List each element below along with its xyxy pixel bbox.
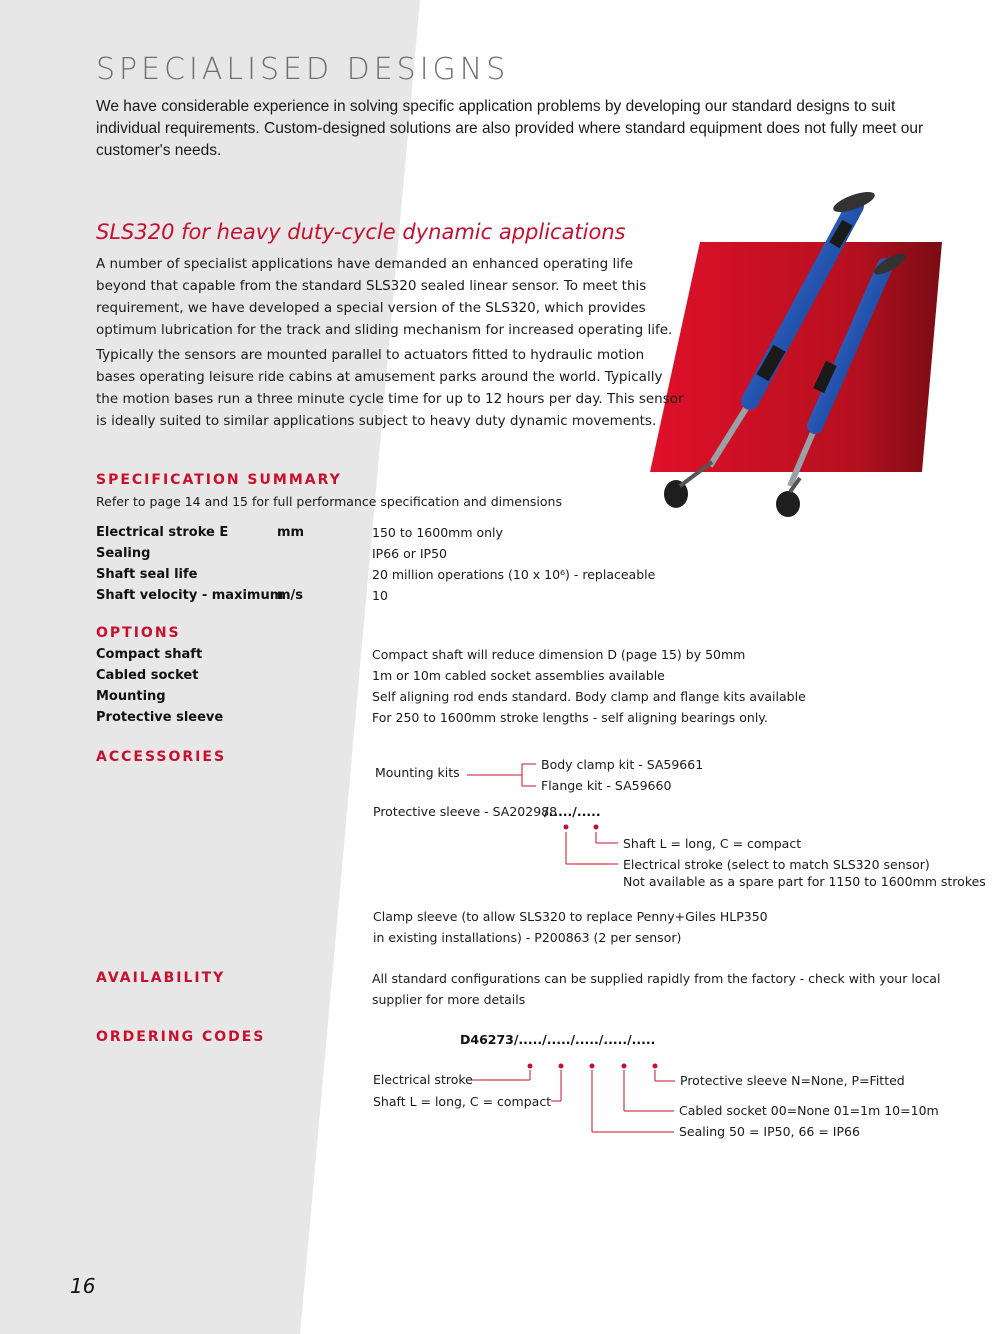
availability-line-1: All standard configurations can be supplied rapidly from the factory - check with your local bbox=[372, 971, 941, 986]
spec-label: Electrical stroke E bbox=[96, 525, 229, 540]
protective-sleeve-code: /...../..... bbox=[544, 804, 601, 819]
option-value: Self aligning rod ends standard. Body clamp and flange kits available bbox=[372, 689, 806, 704]
availability-line-2: supplier for more details bbox=[372, 992, 526, 1007]
protective-sleeve-text: Protective sleeve - SA202988 bbox=[373, 804, 558, 819]
section-subtitle: SLS320 for heavy duty-cycle dynamic applications bbox=[96, 220, 626, 244]
body-clamp-kit: Body clamp kit - SA59661 bbox=[541, 757, 704, 772]
ordering-cabled-socket: Cabled socket 00=None 01=1m 10=10m bbox=[679, 1103, 939, 1118]
clamp-sleeve-line-2: in existing installations) - P200863 (2 per sensor) bbox=[373, 930, 682, 945]
option-value: Compact shaft will reduce dimension D (page 15) by 50mm bbox=[372, 647, 746, 662]
spec-note: Refer to page 14 and 15 for full performance specification and dimensions bbox=[96, 494, 562, 509]
spec-value: IP66 or IP50 bbox=[372, 546, 447, 561]
section-paragraph-1: A number of specialist applications have demanded an enhanced operating life beyond that capable from the standard SLS320 sealed linear sensor. To meet this requirement, we have developed a special version of the SLS320, which provides optimum lubrication for the track and sliding mechanism for increased operating life. bbox=[96, 256, 673, 338]
ordering-electrical-stroke: Electrical stroke bbox=[373, 1072, 473, 1087]
option-label: Protective sleeve bbox=[96, 710, 224, 725]
spec-unit: m/s bbox=[277, 588, 304, 603]
spec-value: 10 bbox=[372, 588, 388, 603]
not-available-note: Not available as a spare part for 1150 to 1600mm strokes bbox=[623, 874, 986, 889]
spec-label: Shaft velocity - maximum bbox=[96, 588, 284, 603]
spec-unit: mm bbox=[277, 525, 305, 540]
clamp-sleeve-line-1: Clamp sleeve (to allow SLS320 to replace Penny+Giles HLP350 bbox=[373, 909, 768, 924]
options-heading: OPTIONS bbox=[96, 625, 181, 641]
option-value: 1m or 10m cabled socket assemblies available bbox=[372, 668, 665, 683]
ordering-shaft: Shaft L = long, C = compact bbox=[373, 1094, 552, 1109]
option-value: For 250 to 1600mm stroke lengths - self aligning bearings only. bbox=[372, 710, 768, 725]
mounting-kits-label: Mounting kits bbox=[375, 765, 460, 780]
page-title: SPECIALISED DESIGNS bbox=[96, 52, 510, 87]
spec-heading: SPECIFICATION SUMMARY bbox=[96, 472, 342, 488]
ordering-protective-sleeve: Protective sleeve N=None, P=Fitted bbox=[680, 1073, 905, 1088]
flange-kit: Flange kit - SA59660 bbox=[541, 778, 672, 793]
accessories-heading: ACCESSORIES bbox=[96, 749, 227, 765]
intro-text: We have considerable experience in solving specific application problems by developing our standard designs to suit individual requirements. Custom-designed solutions are also provided where standard equipment does not fully meet our customer's needs. bbox=[96, 98, 924, 159]
stroke-note: Electrical stroke (select to match SLS320 sensor) bbox=[623, 857, 930, 872]
ordering-heading: ORDERING CODES bbox=[96, 1029, 266, 1045]
option-label: Mounting bbox=[96, 689, 166, 704]
spec-value: 150 to 1600mm only bbox=[372, 525, 503, 540]
spec-label: Shaft seal life bbox=[96, 567, 198, 582]
availability-heading: AVAILABILITY bbox=[96, 970, 226, 986]
ordering-sealing: Sealing 50 = IP50, 66 = IP66 bbox=[679, 1124, 860, 1139]
spec-value: 20 million operations (10 x 10⁶) - replaceable bbox=[372, 567, 656, 582]
option-label: Cabled socket bbox=[96, 668, 199, 683]
spec-label: Sealing bbox=[96, 546, 151, 561]
option-label: Compact shaft bbox=[96, 647, 203, 662]
page-number: 16 bbox=[70, 1274, 96, 1298]
ordering-code: D46273/...../...../...../...../..... bbox=[460, 1032, 656, 1047]
shaft-note: Shaft L = long, C = compact bbox=[623, 836, 802, 851]
section-paragraph-2: Typically the sensors are mounted parallel to actuators fitted to hydraulic motion bases operating leisure ride cabins at amusement parks around the world. Typically the motion bases run a three minute cycle time for up to 12 hours per day. This sensor is ideally suited to similar applications subject to heavy duty dynamic movements. bbox=[96, 347, 684, 429]
